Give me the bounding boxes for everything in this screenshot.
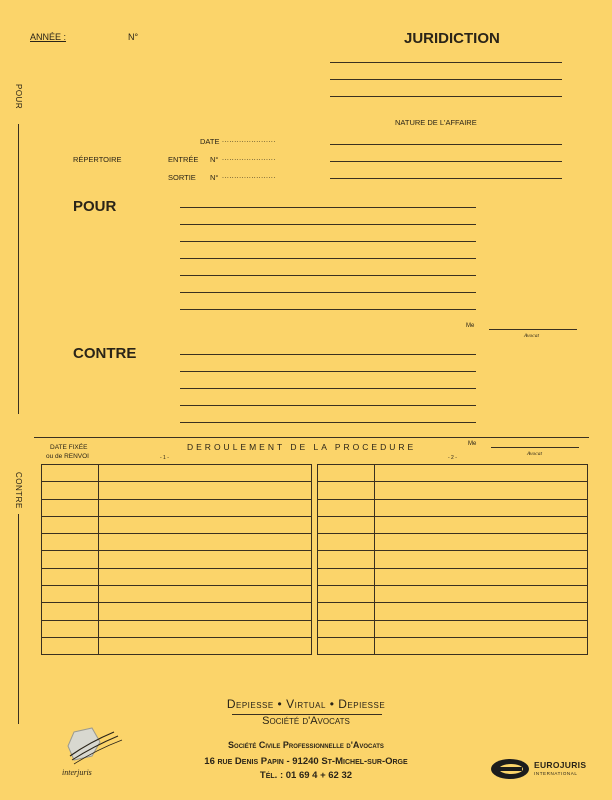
date-cell[interactable] bbox=[42, 603, 99, 620]
contre-line-2[interactable] bbox=[180, 371, 476, 372]
table-row[interactable] bbox=[42, 620, 312, 637]
date-field[interactable]: ...................... bbox=[222, 137, 276, 144]
procedure-cell[interactable] bbox=[99, 482, 312, 499]
table-row[interactable] bbox=[318, 534, 588, 551]
pour-avocat-label: Avocat bbox=[524, 333, 539, 339]
table-row[interactable] bbox=[318, 482, 588, 499]
procedure-cell[interactable] bbox=[99, 516, 312, 533]
table-row[interactable] bbox=[42, 637, 312, 654]
procedure-title: DEROULEMENT DE LA PROCEDURE bbox=[187, 442, 417, 452]
date-cell[interactable] bbox=[318, 465, 375, 482]
sortie-label: SORTIE bbox=[168, 173, 196, 182]
contre-me-label: Me bbox=[468, 441, 477, 447]
juridiction-title: JURIDICTION bbox=[404, 30, 500, 47]
date-cell[interactable] bbox=[318, 499, 375, 516]
procedure-cell[interactable] bbox=[375, 603, 588, 620]
procedure-table-left[interactable] bbox=[41, 464, 312, 655]
procedure-cell[interactable] bbox=[375, 620, 588, 637]
procedure-cell[interactable] bbox=[375, 551, 588, 568]
affaire-line-1[interactable] bbox=[330, 144, 562, 145]
procedure-cell[interactable] bbox=[99, 603, 312, 620]
date-cell[interactable] bbox=[318, 482, 375, 499]
date-fixee-label: DATE FIXÉE bbox=[50, 444, 88, 451]
pour-line-5[interactable] bbox=[180, 275, 476, 276]
contre-title: CONTRE bbox=[73, 345, 137, 362]
interjuris-icon bbox=[66, 726, 126, 770]
pour-line-1[interactable] bbox=[180, 207, 476, 208]
pour-line-6[interactable] bbox=[180, 292, 476, 293]
procedure-table-right[interactable] bbox=[317, 464, 588, 655]
entree-field[interactable]: ...................... bbox=[222, 155, 276, 162]
pour-line-3[interactable] bbox=[180, 241, 476, 242]
procedure-cell[interactable] bbox=[99, 637, 312, 654]
table-row[interactable] bbox=[318, 465, 588, 482]
table-row[interactable] bbox=[42, 516, 312, 533]
side-divider-top bbox=[18, 124, 19, 414]
column-2-label: - 2 - bbox=[448, 455, 457, 461]
juridiction-line-1[interactable] bbox=[330, 62, 562, 63]
date-cell[interactable] bbox=[318, 620, 375, 637]
table-row[interactable] bbox=[42, 534, 312, 551]
procedure-cell[interactable] bbox=[99, 568, 312, 585]
date-cell[interactable] bbox=[42, 516, 99, 533]
firm-legal: Société Civile Professionnelle d'Avocats bbox=[228, 740, 384, 750]
procedure-cell[interactable] bbox=[375, 568, 588, 585]
procedure-cell[interactable] bbox=[99, 534, 312, 551]
procedure-cell[interactable] bbox=[375, 637, 588, 654]
pour-line-7[interactable] bbox=[180, 309, 476, 310]
table-row[interactable] bbox=[318, 568, 588, 585]
table-row[interactable] bbox=[42, 586, 312, 603]
date-cell[interactable] bbox=[42, 586, 99, 603]
contre-avocat-line[interactable] bbox=[491, 447, 579, 448]
affaire-line-2[interactable] bbox=[330, 161, 562, 162]
table-row[interactable] bbox=[42, 482, 312, 499]
procedure-cell[interactable] bbox=[375, 499, 588, 516]
procedure-cell[interactable] bbox=[99, 465, 312, 482]
date-cell[interactable] bbox=[318, 586, 375, 603]
table-row[interactable] bbox=[42, 465, 312, 482]
date-cell[interactable] bbox=[318, 603, 375, 620]
eurojuris-name: EUROJURIS bbox=[534, 760, 587, 770]
pour-line-2[interactable] bbox=[180, 224, 476, 225]
entree-label: ENTRÉE bbox=[168, 155, 199, 164]
date-cell[interactable] bbox=[318, 551, 375, 568]
date-cell[interactable] bbox=[42, 482, 99, 499]
date-cell[interactable] bbox=[42, 499, 99, 516]
date-cell[interactable] bbox=[42, 465, 99, 482]
pour-avocat-line[interactable] bbox=[489, 329, 577, 330]
numero-label: N° bbox=[128, 32, 139, 42]
procedure-cell[interactable] bbox=[375, 482, 588, 499]
date-cell[interactable] bbox=[42, 534, 99, 551]
eurojuris-icon bbox=[490, 758, 530, 780]
table-row[interactable] bbox=[318, 637, 588, 654]
date-cell[interactable] bbox=[42, 568, 99, 585]
table-row[interactable] bbox=[42, 499, 312, 516]
contre-line-4[interactable] bbox=[180, 405, 476, 406]
procedure-separator bbox=[34, 437, 589, 438]
firm-names: Depiesse • Virtual • Depiesse bbox=[226, 697, 386, 711]
date-cell[interactable] bbox=[318, 637, 375, 654]
table-row[interactable] bbox=[318, 551, 588, 568]
side-label-contre: CONTRE bbox=[14, 472, 23, 509]
date-cell[interactable] bbox=[318, 568, 375, 585]
contre-line-5[interactable] bbox=[180, 422, 476, 423]
table-row[interactable] bbox=[42, 568, 312, 585]
procedure-cell[interactable] bbox=[99, 620, 312, 637]
date-cell[interactable] bbox=[318, 534, 375, 551]
interjuris-logo bbox=[62, 726, 126, 782]
firm-phone: Tél. : 01 69 4 + 62 32 bbox=[259, 770, 353, 781]
procedure-cell[interactable] bbox=[375, 586, 588, 603]
affaire-line-3[interactable] bbox=[330, 178, 562, 179]
table-row[interactable] bbox=[318, 603, 588, 620]
repertoire-label: RÉPERTOIRE bbox=[73, 155, 122, 164]
sortie-field[interactable]: ...................... bbox=[222, 173, 276, 180]
pour-me-label: Me bbox=[466, 323, 475, 329]
eurojuris-sub: INTERNATIONAL bbox=[534, 771, 578, 776]
firm-address: 16 rue Denis Papin - 91240 St-Michel-sur-Orge bbox=[204, 756, 408, 767]
nature-affaire-label: NATURE DE L'AFFAIRE bbox=[395, 118, 477, 127]
procedure-cell[interactable] bbox=[99, 586, 312, 603]
table-row[interactable] bbox=[42, 551, 312, 568]
eurojuris-logo bbox=[490, 758, 600, 782]
contre-avocat-label: Avocat bbox=[527, 451, 542, 457]
procedure-cell[interactable] bbox=[375, 465, 588, 482]
pour-line-4[interactable] bbox=[180, 258, 476, 259]
date-cell[interactable] bbox=[42, 637, 99, 654]
date-label: DATE bbox=[200, 137, 220, 146]
firm-type: Société d'Avocats bbox=[262, 715, 350, 727]
pour-title: POUR bbox=[73, 198, 117, 215]
table-row[interactable] bbox=[318, 620, 588, 637]
table-row[interactable] bbox=[318, 586, 588, 603]
procedure-cell[interactable] bbox=[99, 551, 312, 568]
table-row[interactable] bbox=[318, 516, 588, 533]
procedure-cell[interactable] bbox=[375, 516, 588, 533]
annee-label: ANNÉE : bbox=[30, 32, 67, 42]
date-cell[interactable] bbox=[42, 551, 99, 568]
entree-num-label: N° bbox=[210, 155, 219, 164]
side-label-pour: POUR bbox=[14, 84, 23, 110]
side-divider-bottom bbox=[18, 514, 19, 724]
contre-line-3[interactable] bbox=[180, 388, 476, 389]
sortie-num-label: N° bbox=[210, 173, 219, 182]
interjuris-text: interjuris bbox=[62, 768, 92, 777]
procedure-cell[interactable] bbox=[375, 534, 588, 551]
date-cell[interactable] bbox=[318, 516, 375, 533]
juridiction-line-2[interactable] bbox=[330, 79, 562, 80]
date-cell[interactable] bbox=[42, 620, 99, 637]
table-row[interactable] bbox=[318, 499, 588, 516]
contre-line-1[interactable] bbox=[180, 354, 476, 355]
procedure-cell[interactable] bbox=[99, 499, 312, 516]
column-1-label: - 1 - bbox=[160, 455, 169, 461]
table-row[interactable] bbox=[42, 603, 312, 620]
juridiction-line-3[interactable] bbox=[330, 96, 562, 97]
renvoi-label: ou de RENVOI bbox=[46, 453, 89, 460]
